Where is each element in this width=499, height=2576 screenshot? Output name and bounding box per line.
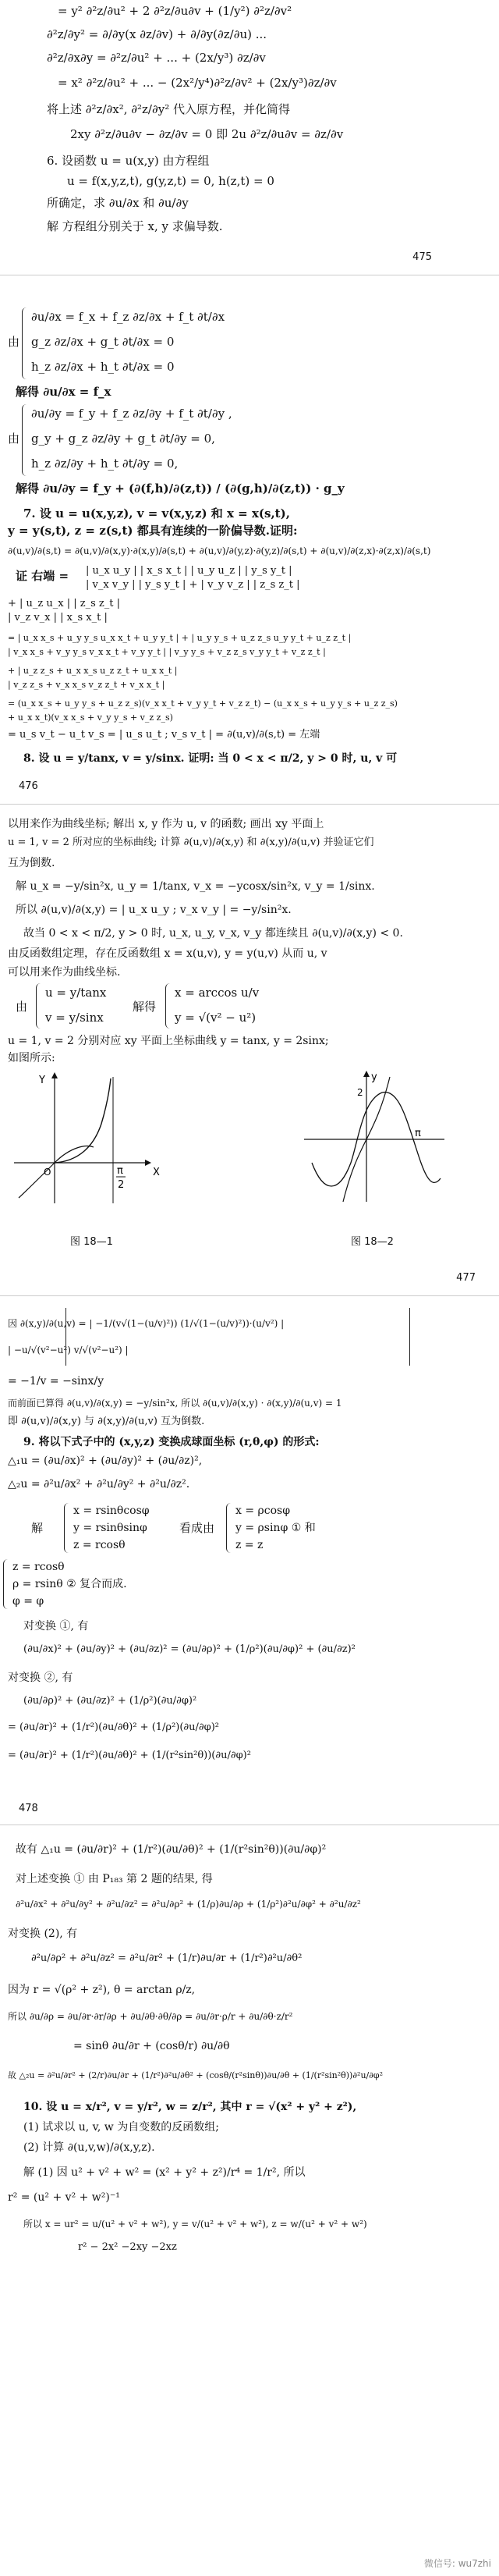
det-line: | v_x v_y | | y_s y_t | + | v_y v_z | | z_s z_t | xyxy=(86,579,300,591)
fig1-y-arrow xyxy=(51,1072,58,1078)
eq-line: 因为 r = √(ρ² + z²), θ = arctan ρ/z, xyxy=(8,1984,196,1996)
text-line: 而前面已算得 ∂(u,v)/∂(x,y) = −y/sin²x, 所以 ∂(u,v)/∂(x,y) · ∂(x,y)/∂(u,v) = 1 xyxy=(8,1398,342,1409)
eq-line: 故有 △₁u = (∂u/∂r)² + (1/r²)(∂u/∂θ)² + (1/(r²sin²θ))(∂u/∂φ)² xyxy=(16,1843,327,1856)
system-brace xyxy=(64,1503,71,1553)
text-line: 对变换 ②, 有 xyxy=(8,1672,73,1684)
page-divider xyxy=(0,1295,499,1296)
fig1-y-label: Y xyxy=(39,1075,45,1086)
fig1-origin: O xyxy=(44,1167,51,1178)
eq-line: = (∂u/∂r)² + (1/r²)(∂u/∂θ)² + (1/(r²sin²θ))(∂u/∂φ)² xyxy=(8,1750,251,1761)
det-line: + | u_z u_x | | z_s z_t | xyxy=(8,598,120,609)
page-number: 476 xyxy=(19,780,38,792)
fig2-tick-2: 2 xyxy=(357,1087,363,1098)
text-line: 可以用来作为曲线坐标. xyxy=(8,966,121,979)
page-number: 475 xyxy=(412,251,432,263)
text-line: y = y(s,t), z = z(s,t) 都具有连续的一阶偏导数.证明: xyxy=(8,524,298,538)
eq-line: u = f(x,y,z,t), g(y,z,t) = 0, h(z,t) = 0 xyxy=(67,174,274,188)
eq-line: = (∂u/∂r)² + (1/r²)(∂u/∂θ)² + (1/ρ²)(∂u/∂φ)² xyxy=(8,1721,220,1733)
text-line: 互为倒数. xyxy=(8,857,55,869)
problem-9: 9. 将以下式子中的 (x,y,z) 变换成球面坐标 (r,θ,φ) 的形式: xyxy=(23,1436,320,1448)
page-478 xyxy=(0,1303,499,1810)
problem-8: 8. 设 u = y/tanx, v = y/sinx. 证明: 当 0 < x < π/2, y > 0 时, u, v 可 xyxy=(23,752,398,765)
eq-line: z = rcosθ xyxy=(12,1561,65,1573)
eq-line: x = arccos u/v xyxy=(175,986,260,1000)
result-line: 解得 ∂u/∂x = f_x xyxy=(16,385,111,399)
eq-line: y = rsinθsinφ xyxy=(73,1522,147,1534)
det-line: + | u_z z_s + u_x x_s u_z z_t + u_x x_t | xyxy=(8,666,178,676)
problem-10: 10. 设 u = x/r², v = y/r², w = z/r², 其中 r = √(x² + y² + z²), xyxy=(23,2101,357,2113)
text-line: 对上述变换 ① 由 P₁₈₃ 第 2 题的结果, 得 xyxy=(16,1873,213,1885)
text-line: 对变换 ①, 有 xyxy=(23,1620,89,1633)
eq-line: y = √(v² − u²) xyxy=(175,1011,257,1025)
eq-line: u = y/tanx xyxy=(45,986,107,1000)
page-divider xyxy=(0,804,499,805)
det-line: | v_z v_x | | x_s x_t | xyxy=(8,612,108,624)
det-line: | v_z z_s + v_x x_s v_z z_t + v_x x_t | xyxy=(8,680,165,690)
text-line: 如图所示: xyxy=(8,1052,55,1064)
fig1-curve-tan xyxy=(55,1078,111,1163)
system-brace xyxy=(36,983,43,1029)
eq-line: ∂²u/∂ρ² + ∂²u/∂z² = ∂²u/∂r² + (1/r)∂u/∂r + (1/r²)∂²u/∂θ² xyxy=(31,1952,303,1964)
system-brace xyxy=(3,1559,10,1609)
label-you: 由 xyxy=(8,432,20,446)
fig1-x-label: X xyxy=(153,1167,160,1178)
eq-line: △₁u = (∂u/∂x)² + (∂u/∂y)² + (∂u/∂z)², xyxy=(8,1455,203,1467)
eq-line: y = ρsinφ ① 和 xyxy=(235,1522,316,1534)
fig2-pi: π xyxy=(415,1128,421,1139)
eq-line: + u_x x_t)(v_x x_s + v_y y_s + v_z z_s) xyxy=(8,712,173,723)
eq-line: = sinθ ∂u/∂r + (cosθ/r) ∂u/∂θ xyxy=(73,2040,230,2052)
eq-line: r² = (u² + v² + w²)⁻¹ xyxy=(8,2191,120,2204)
eq-line: 所以 ∂(u,v)/∂(x,y) = | u_x u_y ; v_x v_y | = −y/sin²x. xyxy=(16,904,292,916)
eq-line: v = y/sinx xyxy=(45,1011,104,1025)
eq-line: = (u_x x_s + u_y y_s + u_z z_s)(v_x x_t + v_y y_t + v_z z_t) − (u_x x_s + u_y y_s + u_z z_s) xyxy=(8,698,398,709)
text-line: 以用来作为曲线坐标; 解出 x, y 作为 u, v 的函数; 画出 xy 平面上 xyxy=(8,818,324,830)
eq-line: z = rcosθ xyxy=(73,1539,126,1551)
fig2-y-arrow xyxy=(363,1071,370,1077)
eq-line: ∂²u/∂x² + ∂²u/∂y² + ∂²u/∂z² = ∂²u/∂ρ² + (1/ρ)∂u/∂ρ + (1/ρ²)∂²u/∂φ² + ∂²u/∂z² xyxy=(16,1899,361,1910)
text-line: 对变换 (2), 有 xyxy=(8,1928,78,1940)
system-brace xyxy=(22,404,29,476)
eq-line: = x² ∂²z/∂u² + ... − (2x²/y⁴)∂²z/∂v² + (2x/y³)∂z/∂v xyxy=(58,76,337,90)
watermark: 微信号: wu7zhi xyxy=(423,2558,491,2569)
text-line: 即 ∂(u,v)/∂(x,y) 与 ∂(x,y)/∂(u,v) 互为倒数. xyxy=(8,1416,205,1427)
label-jiede: 解得 xyxy=(133,1000,157,1014)
eq-line: ∂(u,v)/∂(s,t) = ∂(u,v)/∂(x,y)·∂(x,y)/∂(s,t) + ∂(u,v)/∂(y,z)·∂(y,z)/∂(s,t) + ∂(u,v)/∂(z,x)·∂(z,x)/∂(s,t) xyxy=(8,545,431,556)
eq-line: ∂²z/∂y² = ∂/∂y(x ∂z/∂v) + ∂/∂y(∂z/∂u) ... xyxy=(47,27,267,41)
label-kancheng: 看成由 xyxy=(179,1521,215,1535)
fig1-pi: π xyxy=(117,1165,123,1177)
det-line: | u_x u_y | | x_s x_t | | u_y u_z | | y_s y_t | xyxy=(86,565,292,577)
eq-line: = u_s v_t − u_t v_s = | u_s u_t ; v_s v_t | = ∂(u,v)/∂(s,t) = 左端 xyxy=(8,729,320,741)
eq-line: (∂u/∂ρ)² + (∂u/∂z)² + (1/ρ²)(∂u/∂φ)² xyxy=(23,1695,197,1707)
label-you: 由 xyxy=(16,1000,28,1014)
eq-line: △₂u = ∂²u/∂x² + ∂²u/∂y² + ∂²u/∂z². xyxy=(8,1478,190,1491)
text-line: 故当 0 < x < π/2, y > 0 时, u_x, u_y, v_x, v_y 都连续且 ∂(u,v)/∂(x,y) < 0. xyxy=(23,927,403,940)
text-line: (1) 试求以 u, v, w 为自变数的反函数组; xyxy=(23,2121,219,2134)
page-number: 478 xyxy=(19,1803,38,1814)
text-line: u = 1, v = 2 所对应的坐标曲线; 计算 ∂(u,v)/∂(x,y) 和 ∂(x,y)/∂(u,v) 并验证它们 xyxy=(8,837,374,848)
det-line: | −u/√(v²−u²) v/√(v²−u²) | xyxy=(8,1345,129,1356)
page-number: 477 xyxy=(456,1272,476,1284)
system-brace xyxy=(226,1503,233,1553)
eq-line: g_z ∂z/∂x + g_t ∂t/∂x = 0 xyxy=(31,335,175,349)
eq-line: φ = φ xyxy=(12,1595,44,1608)
eq-line: ρ = rsinθ ② 复合而成. xyxy=(12,1578,127,1590)
text-line: u = 1, v = 2 分别对应 xy 平面上坐标曲线 y = tanx, y = 2sinx; xyxy=(8,1035,329,1047)
fig1-two: 2 xyxy=(118,1179,125,1191)
problem-6: 6. 设函数 u = u(x,y) 由方程组 xyxy=(47,154,210,168)
text-line: 将上述 ∂²z/∂x², ∂²z/∂y² 代入原方程，并化简得 xyxy=(47,102,290,116)
eq-line: 所以 x = ur² = u/(u² + v² + w²), y = v/(u² + v² + w²), z = w/(u² + v² + w²) xyxy=(23,2219,367,2230)
eq-line: ∂u/∂x = f_x + f_z ∂z/∂x + f_t ∂t/∂x xyxy=(31,310,225,324)
text-line: (2) 计算 ∂(u,v,w)/∂(x,y,z). xyxy=(23,2141,155,2154)
solution-line: 解 (1) 因 u² + v² + w² = (x² + y² + z²)/r⁴ = 1/r², 所以 xyxy=(23,2166,306,2179)
det-line: = | u_x x_s + u_y y_s u_x x_t + u_y y_t | + | u_y y_s + u_z z_s u_y y_t + u_z z_t | xyxy=(8,633,352,643)
page-479 xyxy=(0,1834,499,2575)
figure-caption: 图 18—2 xyxy=(351,1236,394,1248)
eq-line: ∂u/∂y = f_y + f_z ∂z/∂y + f_t ∂t/∂y , xyxy=(31,407,232,421)
fig2-y-label: y xyxy=(371,1071,377,1083)
eq-line: x = ρcosφ xyxy=(235,1505,291,1517)
eq-line: 2xy ∂²z/∂u∂v − ∂z/∂v = 0 即 2u ∂²z/∂u∂v = ∂z/∂v xyxy=(70,127,344,141)
text-line: 由反函数组定理，存在反函数组 x = x(u,v), y = y(u,v) 从而 u, v xyxy=(8,947,327,960)
proof-label: 证 右端 = xyxy=(16,569,69,583)
eq-line: h_z ∂z/∂x + h_t ∂t/∂x = 0 xyxy=(31,360,175,374)
eq-line: r² − 2x² −2xy −2xz xyxy=(78,2241,177,2253)
solution-line: 解 u_x = −y/sin²x, u_y = 1/tanx, v_x = −ycosx/sin²x, v_y = 1/sinx. xyxy=(16,880,375,893)
system-brace xyxy=(22,307,29,379)
text-line: 所确定，求 ∂u/∂x 和 ∂u/∂y xyxy=(47,196,189,210)
eq-line: 故 △₂u = ∂²u/∂r² + (2/r)∂u/∂r + (1/r²)∂²u/∂θ² + (cosθ/(r²sinθ))∂u/∂θ + (1/(r²sin²θ))∂²u/∂φ² xyxy=(8,2070,384,2080)
solution-line: 解 方程组分别关于 x, y 求偏导数. xyxy=(47,219,223,233)
det-line: 因 ∂(x,y)/∂(u,v) = | −1/(v√(1−(u/v)²)) (1/√(1−(u/v)²))·(u/v²) | xyxy=(8,1318,285,1329)
fig1-x-arrow xyxy=(145,1160,151,1166)
result-line: 解得 ∂u/∂y = f_y + (∂(f,h)/∂(z,t)) / (∂(g,h)/∂(z,t)) · g_y xyxy=(16,481,345,496)
eq-line: z = z xyxy=(235,1539,264,1551)
problem-7: 7. 设 u = u(x,y,z), v = v(x,y,z) 和 x = x(s,t), xyxy=(23,506,290,521)
system-brace xyxy=(165,983,172,1029)
page-477 xyxy=(0,812,499,1280)
eq-line: 所以 ∂u/∂ρ = ∂u/∂r·∂r/∂ρ + ∂u/∂θ·∂θ/∂ρ = ∂u/∂r·ρ/r + ∂u/∂θ·z/r² xyxy=(8,2011,293,2022)
page-476 xyxy=(0,281,499,773)
eq-line: h_z ∂z/∂y + h_t ∂t/∂y = 0, xyxy=(31,457,179,471)
label-you: 由 xyxy=(8,335,20,349)
eq-line: ∂²z/∂x∂y = ∂²z/∂u² + ... + (2x/y³) ∂z/∂v xyxy=(47,51,266,65)
eq-line: = y² ∂²z/∂u² + 2 ∂²z/∂u∂v + (1/y²) ∂²z/∂v² xyxy=(58,4,292,18)
eq-line: = −1/v = −sinx/y xyxy=(8,1375,104,1387)
figure-18-2 xyxy=(296,1069,452,1210)
eq-line: x = rsinθcosφ xyxy=(73,1505,150,1517)
solution-label: 解 xyxy=(31,1521,44,1535)
eq-line: g_y + g_z ∂z/∂y + g_t ∂t/∂y = 0, xyxy=(31,432,215,446)
figure-caption: 图 18—1 xyxy=(70,1236,113,1248)
eq-line: (∂u/∂x)² + (∂u/∂y)² + (∂u/∂z)² = (∂u/∂ρ)² + (1/ρ²)(∂u/∂φ)² + (∂u/∂z)² xyxy=(23,1643,356,1655)
figure-18-1 xyxy=(8,1069,164,1210)
det-line: | v_x x_s + v_y y_s v_x x_t + v_y y_t | | v_y y_s + v_z z_s v_y y_t + v_z z_t | xyxy=(8,647,326,657)
